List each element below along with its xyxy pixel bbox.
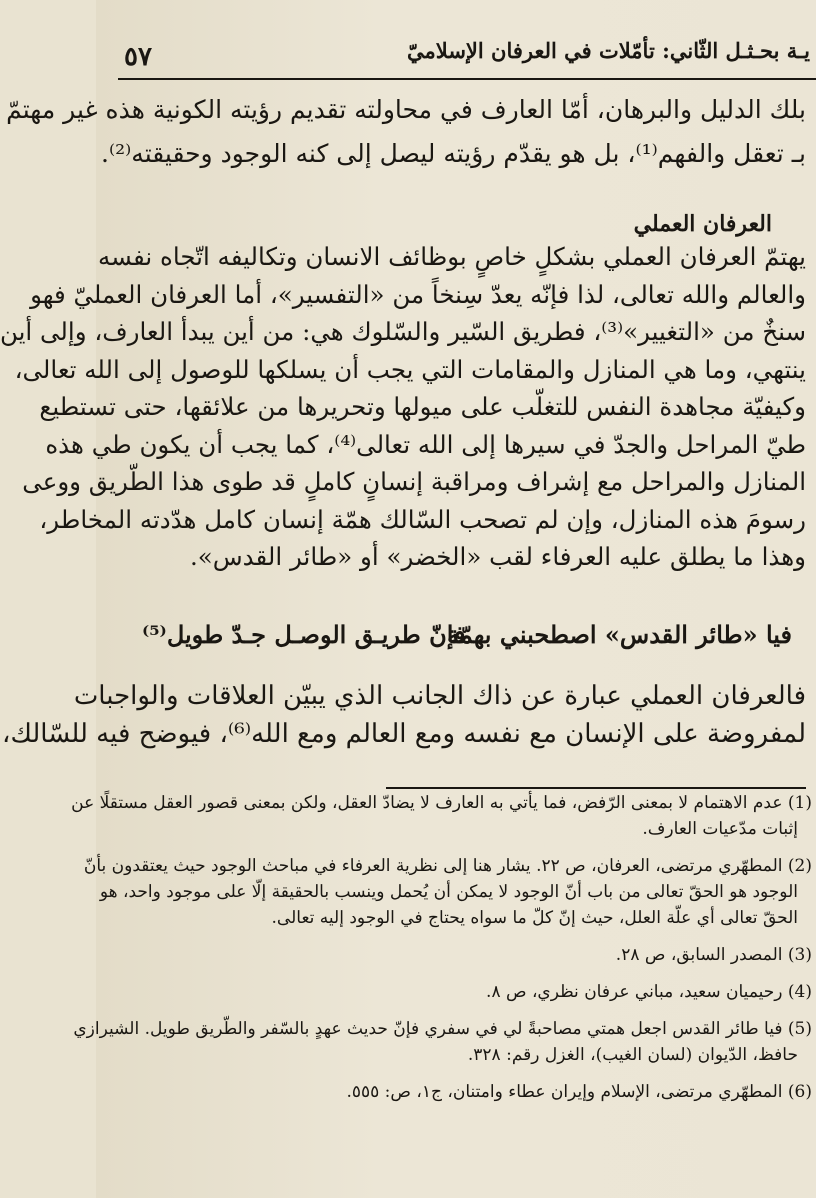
text-line: سنخٌ من «التغيير»⁽³⁾، فطريق السّير والسّلوك هي: من أين يبدأ العارف، وإلى أين [0,317,806,346]
header-rule [118,78,816,80]
text-line: رسومَ هذه المنازل، وإن لم تصحب السّالك همّة إنسان كامل هدّدته المخاطر، [39,504,806,534]
text-line: لمفروضة على الإنسان مع نفسه ومع العالم ومع الله⁽⁶⁾، فيوضح فيه للسّالك، [2,719,806,749]
footnote-1-cont: إثبات مدّعيات العارف. [642,819,798,839]
text-line: وهذا ما يطلق عليه العرفاء لقب «الخضر» أو «طائر القدس». [189,542,806,571]
text-line: والعالم والله تعالى، لذا فإنّه يعدّ سِنخاً من «التفسير»، أما العرفان العمليّ فهو [30,279,806,309]
poetry-verse [132,620,792,656]
text-line: طيّ المراحل والجدّ في سيرها إلى الله تعالى⁽⁴⁾، كما يجب أن يكون طي هذه [45,429,806,459]
footnote-5: (5) فيا طائر القدس اجعل همتي مصاحبةً لي في سفري فإنّ حديث عهدٍ بالسّفر والطّريق طويل. الشيرازي [73,1019,812,1039]
paragraph-2 [0,242,806,583]
text-line: ينتهي، وما هي المنازل والمقامات التي يجب أن يسلكها للوصول إلى الله تعالى، [14,354,806,384]
paragraph-3 [2,681,806,759]
section-heading: العرفان العملي [633,211,772,237]
running-title: يـة بحـثـل الثّاني: تأمّلات في العرفان الإسلاميّ [407,38,810,63]
verse-hemistich-2: فإنّ طريـق الوصـل جـدّ طويل⁽⁵⁾ [142,620,466,649]
footnote-5-cont: حافظ، الدّيوان (لسان الغيب)، الغزل رقم: ٣٢٨. [467,1045,798,1065]
footnote-4: (4) رحيميان سعيد، مباني عرفان نظري، ص ٨. [486,982,812,1002]
footnote-separator [386,787,806,789]
footnote-2: (2) المطهّري مرتضى، العرفان، ص ٢٢. يشار هنا إلى نظرية العرفاء في مباحث الوجود حيث يعتقدون بأنّ [83,856,812,876]
verse-hemistich-1: فيا «طائر القدس» اصطحبني بهمّة [447,620,792,649]
footnote-2-cont: الوجود هو الحقّ تعالى من باب أنّ الوجود لا يمكن أن يُحمل وينسب بالحقيقة إلّا على موجود واحد، هو [99,882,798,902]
text-line: بـ تعقل والفهم⁽¹⁾، بل هو يقدّم رؤيته ليصل إلى كنه الوجود وحقيقته⁽²⁾. [101,139,806,168]
page-number: ٥٧ [124,42,152,72]
text-line: يهتمّ العرفان العملي بشكلٍ خاصٍ بوظائف الانسان وتكاليفه اتّجاه نفسه [98,242,806,271]
text-line: فالعرفان العملي عبارة عن ذاك الجانب الذي يبيّن العلاقات والواجبات [73,681,806,711]
footnote-2-cont: الحقّ تعالى أي علّة العلل، حيث إنّ كلّ ما سواه يحتاج في الوجود إليه تعالى. [271,908,798,928]
text-line: المنازل والمراحل مع إشراف ومراقبة إنسانٍ كاملٍ قد طوى هذا الطّريق ووعى [22,467,806,496]
footnotes [71,793,812,1110]
page-header [96,36,816,76]
text-line: بلك الدليل والبرهان، أمّا العارف في محاولته تقديم رؤيته الكونية هذه غير مهتمّ [6,95,806,124]
footnote-1: (1) عدم الاهتمام لا بمعنى الرّفض، فما يأتي به العارف لا يضادّ العقل، ولكن بمعنى قصور العقل مستقلًا عن [71,793,812,813]
footnote-3: (3) المصدر السابق، ص ٢٨. [615,945,812,965]
text-line: وكيفيّة مجاهدة النفس للتغلّب على ميولها وتحريرها من علائقها، حتى تستطيع [39,392,806,421]
paragraph-1 [6,95,806,185]
footnote-6: (6) المطهّري مرتضى، الإسلام وإيران عطاء وامتنان، ج١، ص: ٥٥٥. [346,1082,812,1102]
